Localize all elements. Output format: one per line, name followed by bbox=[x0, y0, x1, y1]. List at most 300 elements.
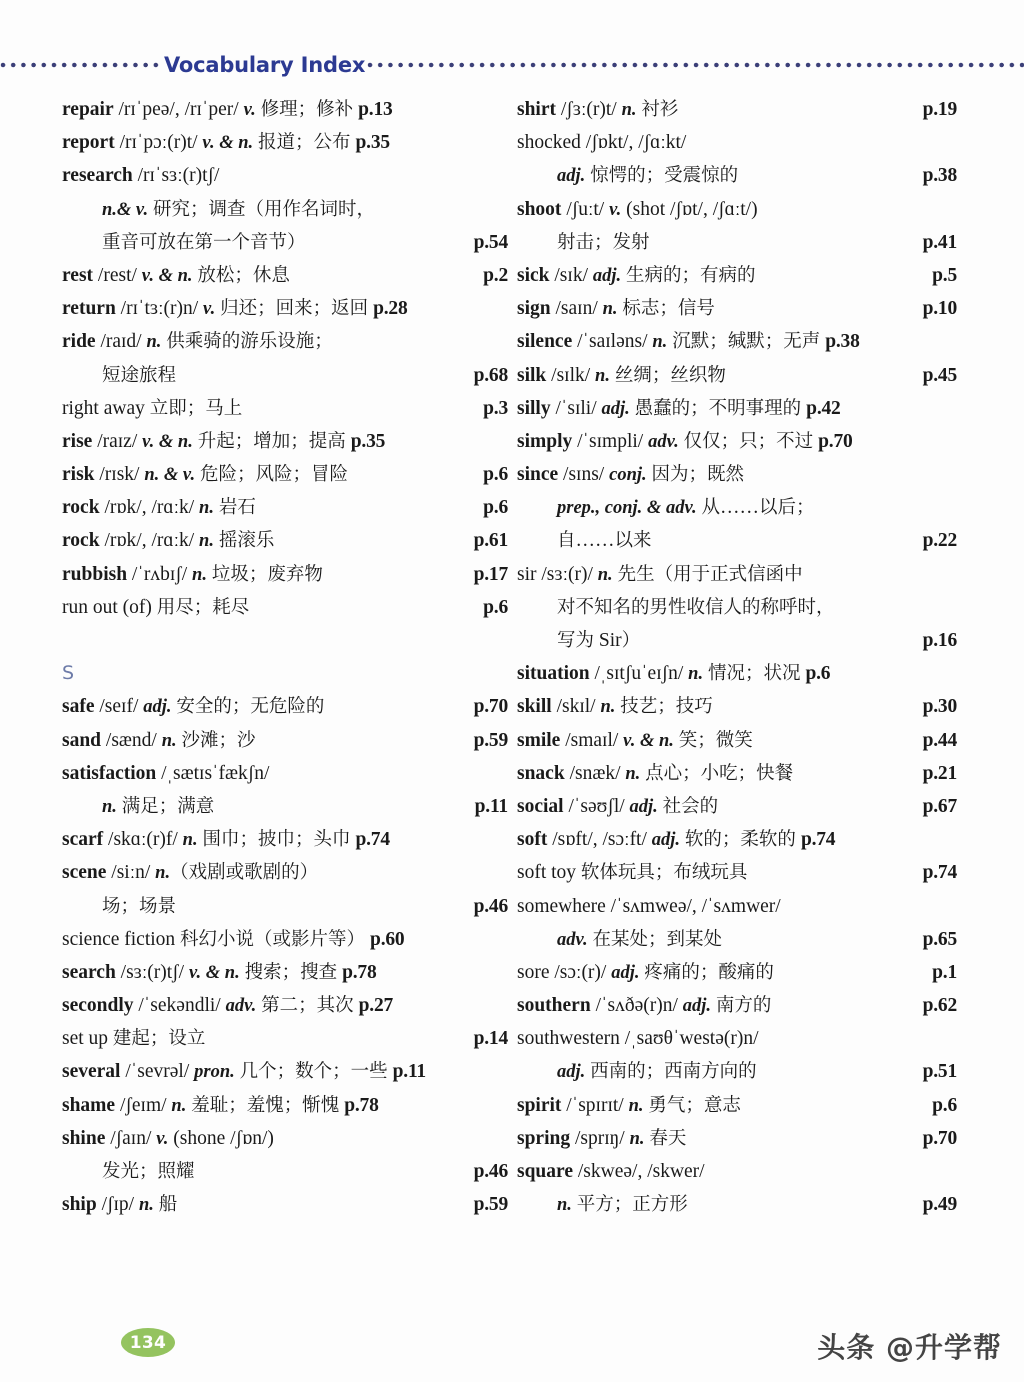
entry-main-line bbox=[62, 458, 508, 491]
index-entry[interactable] bbox=[62, 425, 508, 458]
entry-continuation-line bbox=[517, 1055, 957, 1088]
entry-text: …… bbox=[575, 530, 615, 552]
entry-pos: n. bbox=[628, 1095, 644, 1116]
entry-main-line bbox=[517, 657, 957, 690]
entry-pos: adv. bbox=[648, 431, 679, 452]
index-entry[interactable] bbox=[62, 292, 508, 325]
index-entry[interactable] bbox=[517, 757, 957, 790]
index-entry[interactable] bbox=[62, 856, 508, 922]
entry-gloss-zh: （戏剧或歌剧的） bbox=[170, 862, 319, 884]
entry-page-reference[interactable]: p.78 bbox=[342, 961, 377, 983]
entry-pos: adj. bbox=[651, 830, 681, 851]
entry-continuation-line bbox=[517, 226, 957, 259]
entry-page-reference[interactable]: p.61 bbox=[473, 530, 508, 552]
entry-main-line bbox=[62, 956, 508, 989]
entry-page-reference[interactable]: p.11 bbox=[474, 795, 508, 817]
entry-page-reference[interactable]: p.5 bbox=[932, 264, 957, 286]
entry-headword: shoot bbox=[517, 198, 562, 220]
entry-gloss-zh: 安全的；无危险的 bbox=[176, 696, 325, 718]
entry-text: /sɜː(r)tʃ/ bbox=[120, 961, 189, 983]
entry-page-reference[interactable]: p.59 bbox=[473, 729, 508, 751]
entry-gloss-zh: 软体玩具；布绒玩具 bbox=[580, 862, 748, 884]
entry-main-line bbox=[517, 259, 957, 292]
entry-headword: silk bbox=[517, 364, 547, 386]
entry-headword: rise bbox=[62, 430, 93, 452]
entry-page-reference[interactable]: p.41 bbox=[922, 231, 957, 253]
entry-text: /rɪˈtɜː(r)n/ bbox=[120, 298, 204, 320]
entry-gloss-zh: 生病的；有病的 bbox=[626, 264, 756, 286]
entry-gloss-zh: 勇气；意志 bbox=[648, 1094, 741, 1116]
entry-pos: v. & n. bbox=[141, 265, 193, 286]
entry-gloss-zh: 发光；照耀 bbox=[102, 1161, 195, 1182]
entry-pos: adj. bbox=[611, 962, 640, 983]
entry-headword: spirit bbox=[517, 1094, 562, 1116]
index-entry[interactable] bbox=[62, 524, 508, 557]
entry-gloss-zh: 西南的；西南方向的 bbox=[590, 1061, 757, 1083]
entry-page-reference[interactable]: p.35 bbox=[350, 430, 386, 452]
entry-page-reference[interactable]: p.44 bbox=[922, 729, 957, 751]
entry-page-reference[interactable]: p.78 bbox=[344, 1094, 379, 1116]
entry-main-line bbox=[62, 989, 508, 1022]
index-entry[interactable] bbox=[517, 790, 957, 823]
entry-gloss-zh: 春天 bbox=[649, 1127, 687, 1149]
index-entry[interactable] bbox=[517, 126, 957, 192]
entry-main-line bbox=[62, 757, 508, 790]
index-entry[interactable] bbox=[62, 325, 508, 391]
entry-main-line bbox=[62, 1022, 508, 1055]
entry-page-reference[interactable]: p.38 bbox=[825, 331, 860, 353]
entry-page-reference[interactable]: p.62 bbox=[922, 995, 957, 1017]
entry-main-line bbox=[62, 126, 508, 159]
entry-text: /rɒk/, /rɑːk/ bbox=[104, 497, 200, 519]
entry-text: /raɪd/ bbox=[100, 331, 147, 353]
entry-gloss-zh: 射击；发射 bbox=[557, 231, 650, 253]
entry-page-reference[interactable]: p.27 bbox=[358, 995, 394, 1017]
entry-headword: satisfaction bbox=[62, 762, 157, 784]
index-entry[interactable] bbox=[517, 392, 957, 425]
entry-pos: n. bbox=[182, 830, 198, 851]
entry-page-reference[interactable]: p.1 bbox=[932, 961, 957, 983]
entry-headword: southern bbox=[517, 995, 591, 1017]
entry-page-reference[interactable]: p.68 bbox=[473, 364, 508, 386]
entry-page-reference[interactable]: p.60 bbox=[370, 928, 405, 950]
entry-headword: rest bbox=[62, 264, 94, 286]
entry-page-reference[interactable]: p.30 bbox=[922, 696, 957, 718]
entry-headword: silly bbox=[517, 397, 551, 419]
entry-pos: n. & v. bbox=[144, 465, 196, 486]
entry-page-reference[interactable]: p.11 bbox=[392, 1061, 426, 1083]
entry-page-reference[interactable]: p.17 bbox=[473, 563, 508, 585]
entry-pos: n. bbox=[102, 796, 117, 817]
index-entry[interactable] bbox=[517, 458, 957, 558]
entry-gloss-zh: 自 bbox=[557, 530, 576, 552]
index-entry[interactable] bbox=[517, 359, 957, 392]
entry-text: /ˈsɪmpli/ bbox=[577, 430, 649, 452]
index-entry[interactable] bbox=[517, 292, 957, 325]
entry-page-reference[interactable]: p.54 bbox=[473, 231, 508, 253]
entry-headword: safe bbox=[62, 696, 95, 718]
index-entry[interactable] bbox=[517, 325, 957, 358]
entry-text: /ˈsekəndli/ bbox=[138, 995, 226, 1017]
index-entry[interactable] bbox=[517, 956, 957, 989]
entry-text: /saɪn/ bbox=[555, 298, 603, 320]
index-entry[interactable] bbox=[517, 1122, 957, 1155]
entry-continuation-line bbox=[62, 226, 508, 259]
entry-gloss-zh: 摇滚乐 bbox=[218, 530, 275, 552]
entry-page-reference[interactable]: p.13 bbox=[358, 99, 393, 120]
entry-main-line bbox=[62, 159, 508, 192]
entry-page-reference[interactable]: p.14 bbox=[473, 1028, 508, 1050]
index-entry[interactable] bbox=[517, 890, 957, 956]
entry-text: /ʃaɪn/ bbox=[110, 1127, 157, 1149]
entry-main-line bbox=[517, 292, 957, 325]
entry-gloss-zh: 建起；设立 bbox=[112, 1028, 206, 1050]
entry-gloss-zh: 写为 bbox=[557, 630, 595, 651]
entry-main-line bbox=[517, 1022, 957, 1055]
entry-main-line bbox=[62, 1122, 508, 1155]
entry-text: /seɪf/ bbox=[99, 696, 144, 718]
entry-page-reference[interactable]: p.59 bbox=[473, 1194, 508, 1216]
entry-text: /sprɪŋ/ bbox=[574, 1127, 630, 1149]
index-entry[interactable] bbox=[62, 558, 508, 591]
entry-page-reference[interactable]: p.6 bbox=[483, 596, 508, 618]
entry-pos: pron. bbox=[194, 1062, 235, 1083]
entry-main-line bbox=[517, 1089, 957, 1122]
entry-text: /skɑː(r)f/ bbox=[108, 829, 183, 851]
entry-continuation-line bbox=[517, 1188, 957, 1221]
entry-page-reference[interactable]: p.6 bbox=[932, 1094, 957, 1116]
entry-gloss-zh: 疼痛的；酸痛的 bbox=[644, 961, 774, 983]
index-entry[interactable] bbox=[62, 724, 508, 757]
entry-gloss-zh: 惊愕的；受震惊的 bbox=[590, 165, 739, 187]
index-entry[interactable] bbox=[62, 757, 508, 823]
entry-pos: adj. bbox=[592, 265, 622, 286]
entry-page-reference[interactable]: p.19 bbox=[922, 99, 957, 120]
entry-main-line bbox=[517, 856, 957, 889]
entry-text: /rest/ bbox=[97, 264, 142, 286]
entry-gloss-zh: 场；场景 bbox=[102, 895, 177, 917]
index-entry[interactable] bbox=[62, 1055, 508, 1088]
entry-gloss-zh: 因为；既然 bbox=[651, 464, 745, 486]
index-entry[interactable] bbox=[517, 1155, 957, 1221]
index-entry[interactable] bbox=[62, 1188, 508, 1221]
entry-text: /skɪl/ bbox=[556, 696, 601, 718]
entry-main-line bbox=[62, 591, 508, 624]
entry-text: sir /sɜː(r)/ bbox=[517, 563, 598, 585]
entry-text: right away bbox=[62, 397, 150, 419]
index-columns bbox=[0, 93, 1024, 1221]
entry-headword: research bbox=[62, 165, 133, 187]
entry-headword: situation bbox=[517, 663, 590, 685]
entry-text: /ˈrʌbɪʃ/ bbox=[131, 563, 193, 585]
entry-pos: v. bbox=[609, 199, 622, 220]
entry-headword: social bbox=[517, 795, 564, 817]
index-entry[interactable] bbox=[62, 956, 508, 989]
entry-pos: n. bbox=[688, 664, 704, 685]
entry-headword: spring bbox=[517, 1127, 571, 1149]
entry-text: /rɪsk/ bbox=[99, 464, 145, 486]
entry-pos: v. bbox=[203, 299, 216, 320]
entry-gloss-zh: 以后； bbox=[758, 497, 815, 519]
entry-page-reference[interactable]: p.70 bbox=[922, 1127, 957, 1149]
entry-text: /skweə/, /skwer/ bbox=[577, 1161, 705, 1182]
entry-gloss-zh: 南方的 bbox=[715, 995, 772, 1017]
entry-page-reference[interactable]: p.46 bbox=[473, 1161, 508, 1182]
entry-main-line bbox=[62, 1055, 508, 1088]
entry-pos: adj. bbox=[143, 697, 172, 718]
index-entry[interactable] bbox=[517, 989, 957, 1022]
entry-continuation-line bbox=[517, 524, 957, 557]
entry-page-reference[interactable]: p.6 bbox=[483, 497, 508, 519]
entry-gloss-zh: 仅仅；只；不过 bbox=[683, 430, 814, 452]
entry-gloss-zh: 立即；马上 bbox=[149, 397, 243, 419]
entry-pos: n. bbox=[192, 564, 207, 585]
entry-page-reference[interactable]: p.42 bbox=[806, 397, 841, 419]
entry-headword: secondly bbox=[62, 995, 134, 1017]
entry-page-reference[interactable]: p.2 bbox=[483, 264, 508, 286]
entry-text: /snæk/ bbox=[569, 762, 626, 784]
entry-pos: v. bbox=[243, 100, 256, 120]
index-entry[interactable] bbox=[62, 1089, 508, 1122]
entry-continuation-line bbox=[62, 790, 508, 823]
entry-page-reference[interactable]: p.74 bbox=[355, 829, 390, 851]
entry-gloss-zh: 短途旅程 bbox=[102, 364, 177, 386]
index-entry[interactable] bbox=[62, 159, 508, 259]
entry-page-reference[interactable]: p.38 bbox=[922, 165, 957, 187]
entry-text: /sɪk/ bbox=[554, 264, 593, 286]
entry-page-reference[interactable]: p.6 bbox=[483, 464, 508, 486]
entry-text: /rɪˈpeə/, /rɪˈper/ bbox=[118, 99, 244, 120]
entry-headword: shine bbox=[62, 1127, 106, 1149]
index-entry[interactable] bbox=[62, 823, 508, 856]
entry-page-reference[interactable]: p.6 bbox=[805, 663, 831, 685]
index-entry[interactable] bbox=[62, 126, 508, 159]
entry-text: /rɪˈsɜː(r)tʃ/ bbox=[137, 165, 220, 187]
entry-text: /ʃeɪm/ bbox=[119, 1094, 172, 1116]
entry-pos: prep., conj. & adv. bbox=[557, 498, 697, 519]
entry-main-line bbox=[517, 1155, 957, 1188]
entry-gloss-zh: 先生（用于正式信函中 bbox=[617, 563, 803, 585]
entry-page-reference[interactable]: p.51 bbox=[922, 1061, 957, 1083]
entry-gloss-zh: 科幻小说（或影片等） bbox=[180, 928, 366, 950]
entry-gloss-zh: 软的；柔软的 bbox=[684, 829, 796, 851]
entry-main-line bbox=[62, 724, 508, 757]
index-entry[interactable] bbox=[517, 724, 957, 757]
entry-headword: report bbox=[62, 132, 115, 154]
entry-main-line bbox=[62, 325, 508, 358]
entry-main-line bbox=[517, 325, 957, 358]
index-entry[interactable] bbox=[62, 392, 508, 425]
entry-pos: n. bbox=[199, 531, 214, 552]
index-entry[interactable] bbox=[62, 458, 508, 491]
entry-headword: scene bbox=[62, 862, 107, 884]
entry-gloss-zh: 满足；满意 bbox=[121, 795, 215, 817]
watermark: 头条 @升学帮 bbox=[817, 1331, 1002, 1364]
index-entry[interactable] bbox=[62, 1022, 508, 1055]
index-column-right bbox=[517, 93, 957, 1221]
entry-page-reference[interactable]: p.22 bbox=[922, 530, 957, 552]
entry-text: (shone /ʃɒn/) bbox=[168, 1127, 274, 1149]
entry-gloss-zh: 重音可放在第一个音节） bbox=[102, 231, 306, 253]
entry-text: shocked /ʃɒkt/, /ʃɑːkt/ bbox=[517, 132, 687, 154]
entry-main-line bbox=[517, 193, 957, 226]
index-entry[interactable] bbox=[62, 491, 508, 524]
entry-pos: n. bbox=[557, 1195, 572, 1216]
index-column-left bbox=[62, 93, 508, 1221]
entry-gloss-zh: 羞耻；羞愧；惭愧 bbox=[191, 1094, 340, 1116]
entry-continuation-line bbox=[517, 624, 957, 657]
entry-page-reference[interactable]: p.74 bbox=[922, 862, 957, 884]
entry-gloss-zh: 社会的 bbox=[662, 795, 719, 817]
entry-pos: n. bbox=[146, 332, 162, 353]
entry-pos: n. bbox=[597, 564, 613, 585]
entry-gloss-zh: 技艺；技巧 bbox=[620, 696, 713, 718]
entry-text: /ʃɪp/ bbox=[101, 1194, 139, 1216]
entry-gloss-zh: 衬衫 bbox=[641, 99, 679, 120]
entry-text: set up bbox=[62, 1028, 113, 1050]
entry-main-line bbox=[62, 856, 508, 889]
entry-text: /ˈsɪli/ bbox=[555, 397, 602, 419]
entry-text: /ˌsɪtʃuˈeɪʃn/ bbox=[594, 663, 689, 685]
entry-page-reference[interactable]: p.67 bbox=[922, 795, 957, 817]
entry-headword: snack bbox=[517, 762, 565, 784]
entry-pos: adv. bbox=[557, 929, 588, 950]
entry-text: soft toy bbox=[517, 862, 581, 884]
entry-pos: adj. bbox=[629, 796, 658, 817]
entry-gloss-zh: 愚蠢的；不明事理的 bbox=[634, 397, 802, 419]
entry-headword: several bbox=[62, 1061, 121, 1083]
index-entry[interactable] bbox=[517, 193, 957, 259]
entry-continuation-line bbox=[517, 159, 957, 192]
entry-text: /ˈspɪrɪt/ bbox=[566, 1094, 629, 1116]
entry-page-reference[interactable]: p.70 bbox=[473, 696, 508, 718]
entry-main-line bbox=[517, 126, 957, 159]
index-entry[interactable] bbox=[62, 690, 508, 723]
index-entry[interactable] bbox=[517, 259, 957, 292]
entry-gloss-zh: 船 bbox=[158, 1194, 178, 1216]
entry-gloss-zh: 第二；其次 bbox=[261, 995, 354, 1017]
entry-text: /ˈsʌðə(r)n/ bbox=[595, 995, 683, 1017]
index-entry[interactable] bbox=[517, 558, 957, 658]
index-entry[interactable] bbox=[517, 93, 957, 126]
entry-pos: v. bbox=[156, 1128, 169, 1149]
index-entry[interactable] bbox=[517, 1089, 957, 1122]
entry-page-reference[interactable]: p.74 bbox=[800, 829, 836, 851]
entry-text: /raɪz/ bbox=[97, 430, 143, 452]
entry-page-reference[interactable]: p.16 bbox=[922, 630, 957, 651]
entry-page-reference[interactable]: p.65 bbox=[922, 928, 957, 950]
entry-pos: v. & n. bbox=[202, 133, 254, 154]
entry-headword: risk bbox=[62, 464, 95, 486]
entry-text: southwestern /ˌsaʊθˈwestə(r)n/ bbox=[517, 1028, 759, 1050]
entry-headword: sand bbox=[62, 729, 102, 751]
entry-gloss-zh: 研究；调查（用作名词时， bbox=[152, 198, 375, 220]
index-entry[interactable] bbox=[517, 657, 957, 690]
entry-page-reference[interactable]: p.70 bbox=[818, 430, 853, 452]
index-entry[interactable] bbox=[62, 923, 508, 956]
entry-main-line bbox=[62, 292, 508, 325]
section-letter-heading: S bbox=[62, 662, 75, 685]
entry-gloss-zh: 岩石 bbox=[218, 497, 256, 519]
entry-page-reference[interactable]: p.21 bbox=[922, 762, 957, 784]
entry-text: /ˈsevrəl/ bbox=[125, 1061, 195, 1083]
index-entry[interactable] bbox=[517, 1022, 957, 1088]
entry-pos: adj. bbox=[682, 996, 712, 1017]
entry-page-reference[interactable]: p.49 bbox=[922, 1194, 957, 1216]
index-entry[interactable] bbox=[517, 823, 957, 856]
entry-gloss-zh: ） bbox=[621, 630, 641, 651]
entry-gloss-zh: 以来 bbox=[614, 530, 652, 552]
entry-headword: silence bbox=[517, 331, 573, 353]
entry-continuation-line bbox=[62, 1155, 508, 1188]
index-entry[interactable] bbox=[517, 856, 957, 889]
entry-main-line bbox=[62, 558, 508, 591]
entry-main-line bbox=[517, 757, 957, 790]
entry-pos: adj. bbox=[601, 398, 630, 419]
entry-pos: adj. bbox=[557, 166, 586, 187]
entry-main-line bbox=[62, 1089, 508, 1122]
entry-text: /ʃuːt/ bbox=[566, 198, 610, 220]
entry-main-line bbox=[517, 890, 957, 923]
page-header bbox=[0, 48, 1024, 82]
entry-main-line bbox=[517, 724, 957, 757]
entry-pos: n. bbox=[161, 730, 177, 751]
entry-page-reference[interactable]: p.46 bbox=[473, 895, 508, 917]
entry-gloss-zh: 围巾；披巾；头巾 bbox=[202, 829, 351, 851]
entry-headword: repair bbox=[62, 99, 114, 120]
index-entry[interactable] bbox=[62, 989, 508, 1022]
entry-headword: ship bbox=[62, 1194, 97, 1216]
index-entry[interactable] bbox=[62, 1122, 508, 1188]
entry-text: Sir bbox=[594, 630, 622, 651]
entry-main-line bbox=[517, 93, 957, 126]
entry-continuation-line bbox=[62, 359, 508, 392]
entry-text: /ʃɜː(r)t/ bbox=[560, 99, 622, 120]
entry-page-reference[interactable]: p.3 bbox=[483, 397, 508, 419]
entry-main-line bbox=[517, 392, 957, 425]
entry-page-reference[interactable]: p.10 bbox=[922, 298, 957, 320]
entry-text: /sɒft/, /sɔːft/ bbox=[552, 829, 652, 851]
entry-gloss-zh: 升起；增加；提高 bbox=[197, 430, 346, 452]
entry-main-line bbox=[517, 359, 957, 392]
entry-gloss-zh: 报道；公布 bbox=[258, 132, 351, 154]
entry-headword: rock bbox=[62, 530, 100, 552]
entry-continuation-line bbox=[62, 193, 508, 226]
index-entry[interactable] bbox=[517, 425, 957, 458]
entry-main-line bbox=[62, 93, 508, 126]
entry-main-line bbox=[62, 923, 508, 956]
index-entry[interactable] bbox=[62, 93, 508, 126]
entry-gloss-zh: 搜索；搜查 bbox=[244, 961, 338, 983]
index-entry[interactable] bbox=[62, 591, 508, 624]
index-entry[interactable] bbox=[517, 690, 957, 723]
entry-text: /ˈsaɪləns/ bbox=[577, 331, 653, 353]
entry-text: /sɪlk/ bbox=[551, 364, 596, 386]
entry-page-reference[interactable]: p.28 bbox=[373, 298, 408, 320]
entry-continuation-line bbox=[517, 923, 957, 956]
entry-headword: simply bbox=[517, 430, 573, 452]
index-entry[interactable] bbox=[62, 259, 508, 292]
entry-page-reference[interactable]: p.35 bbox=[355, 132, 390, 154]
entry-pos: v. & n. bbox=[142, 431, 193, 452]
entry-headword: since bbox=[517, 464, 559, 486]
entry-text: /ˈsəʊʃl/ bbox=[568, 795, 630, 817]
entry-text: (shot /ʃɒt/, /ʃɑːt/) bbox=[621, 198, 758, 220]
entry-page-reference[interactable]: p.45 bbox=[922, 364, 957, 386]
entry-headword: square bbox=[517, 1161, 573, 1182]
entry-continuation-line bbox=[517, 591, 957, 624]
entry-headword: soft bbox=[517, 829, 548, 851]
